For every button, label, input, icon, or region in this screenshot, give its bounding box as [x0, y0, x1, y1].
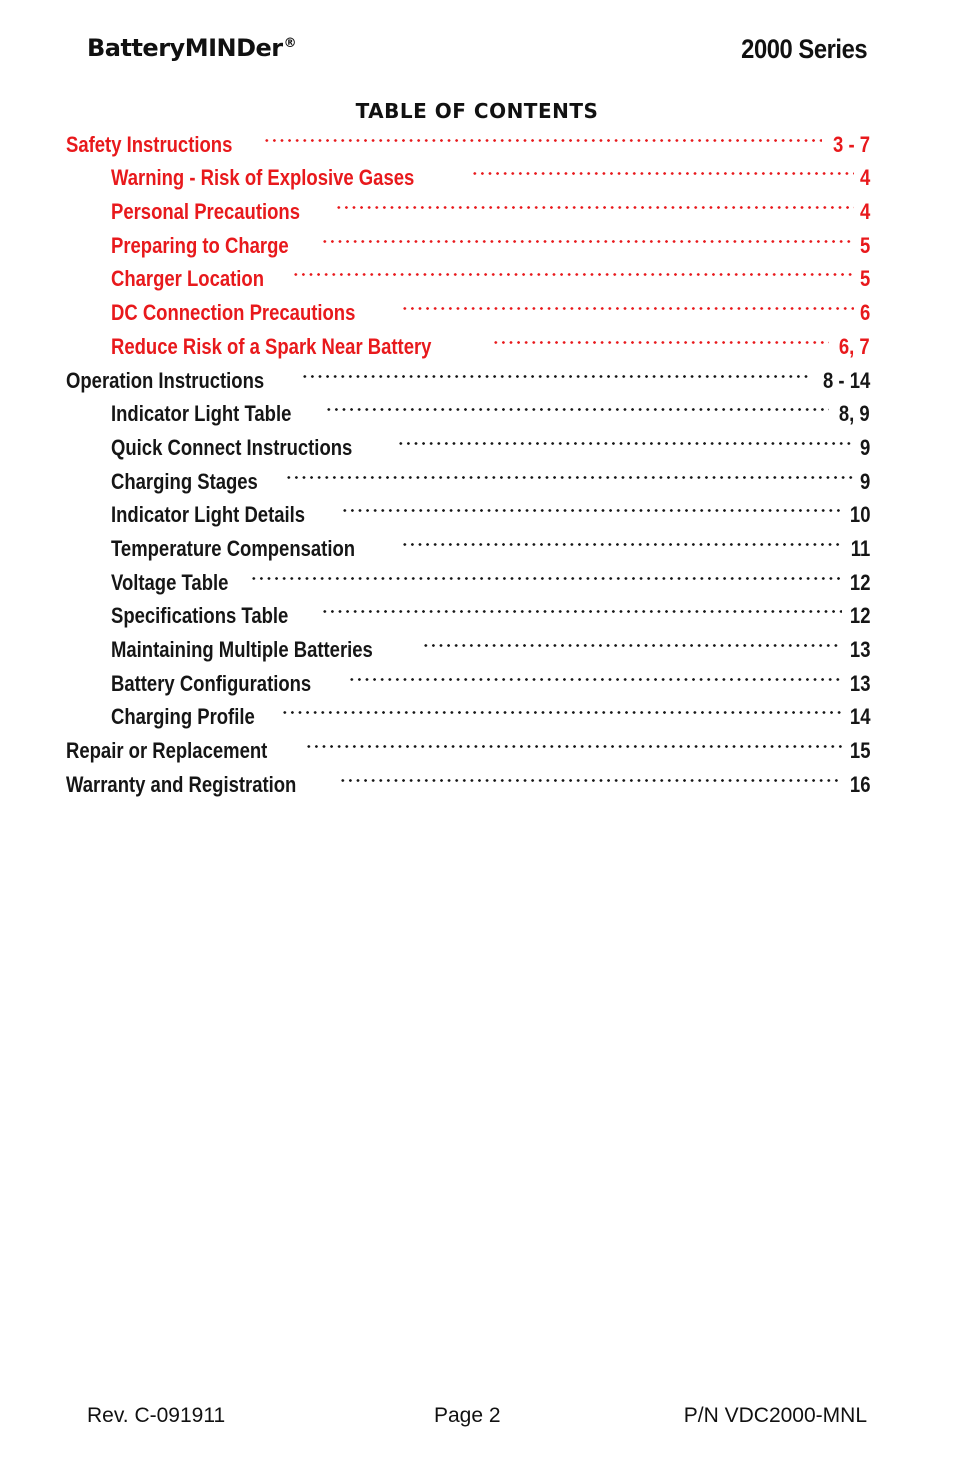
toc-entry-label: DC Connection Precautions: [111, 300, 356, 326]
toc-entry-label: Repair or Replacement: [66, 738, 268, 764]
toc-entry-label: Warranty and Registration: [66, 771, 297, 797]
dot-leader: [492, 320, 834, 354]
brand-name: [87, 34, 296, 62]
toc-entry-label: Voltage Table: [111, 569, 229, 595]
toc-entry-label: Battery Configurations: [111, 670, 312, 696]
toc-entry-page: 8, 9: [839, 401, 870, 427]
toc-entry-page: 13: [849, 670, 870, 696]
toc-entry-page: 9: [859, 468, 870, 494]
toc-entry-page: 6, 7: [839, 333, 870, 359]
dot-leader: [339, 758, 845, 792]
dot-leader: [401, 522, 847, 556]
toc-entry-label: Specifications Table: [111, 603, 289, 629]
toc-entry-page: 10: [849, 502, 870, 528]
toc-entry-page: 6: [859, 300, 870, 326]
series-title: 2000 Series: [741, 34, 867, 64]
toc-entry-page: 3 - 7: [833, 131, 870, 157]
toc-entry-label: Quick Connect Instructions: [111, 434, 353, 460]
toc-entry-label: Safety Instructions: [66, 131, 233, 157]
toc-entry-label: Warning - Risk of Explosive Gases: [111, 165, 415, 191]
dot-leader: [341, 489, 845, 523]
toc-entry-label: Charging Profile: [111, 704, 255, 730]
brand-text: BatteryMINDer: [87, 34, 283, 62]
dot-leader: [401, 286, 858, 320]
toc-entry-label: Temperature Compensation: [111, 535, 356, 561]
dot-leader: [422, 623, 846, 657]
dot-leader: [292, 253, 858, 287]
page-footer: [87, 1404, 867, 1434]
toc-entry-page: 8 - 14: [822, 367, 870, 393]
toc-entry-page: 4: [859, 165, 870, 191]
dot-leader: [348, 657, 845, 691]
table-of-contents: [66, 118, 870, 797]
toc-entry-page: 16: [849, 771, 870, 797]
toc-entry-page: 11: [850, 535, 870, 561]
dot-leader: [335, 185, 858, 219]
dot-leader: [301, 354, 814, 388]
toc-entry-label: Indicator Light Details: [111, 502, 306, 528]
page-header: [87, 34, 867, 74]
page-number: Page 2: [434, 1404, 501, 1427]
toc-entry-label: Operation Instructions: [66, 367, 265, 393]
toc-entry-page: 5: [859, 232, 870, 258]
revision-label: Rev. C-091911: [87, 1404, 226, 1427]
registered-mark: ®: [283, 36, 297, 51]
dot-leader: [397, 421, 857, 455]
toc-entry-page: 14: [849, 704, 870, 730]
dot-leader: [285, 455, 858, 489]
dot-leader: [321, 219, 857, 253]
dot-leader: [305, 724, 846, 758]
toc-entry-label: Preparing to Charge: [111, 232, 289, 258]
dot-leader: [281, 691, 845, 725]
toc-entry-label: Reduce Risk of a Spark Near Battery: [111, 333, 432, 359]
dot-leader: [471, 152, 858, 186]
dot-leader: [321, 590, 845, 624]
toc-entry-label: Personal Precautions: [111, 199, 300, 225]
dot-leader: [325, 388, 834, 422]
toc-entry-page: 9: [859, 434, 870, 460]
toc-entry-page: 12: [849, 603, 870, 629]
toc-entry-page: 13: [849, 637, 870, 662]
dot-leader: [250, 556, 846, 590]
toc-entry-label: Indicator Light Table: [111, 401, 292, 427]
toc-title: TABLE OF CONTENTS: [355, 99, 599, 123]
toc-entry-page: 4: [859, 199, 870, 225]
toc-entry-page: 5: [859, 266, 870, 292]
toc-entry-label: Charger Location: [111, 266, 264, 292]
toc-entry-page: 12: [849, 569, 870, 595]
dot-leader: [263, 118, 826, 152]
toc-entry-label: Charging Stages: [111, 468, 258, 494]
toc-entry[interactable]: [66, 118, 870, 157]
toc-entry-label: Maintaining Multiple Batteries: [111, 637, 373, 662]
part-number: P/N VDC2000-MNL: [683, 1404, 867, 1427]
toc-entry-page: 15: [849, 738, 870, 764]
